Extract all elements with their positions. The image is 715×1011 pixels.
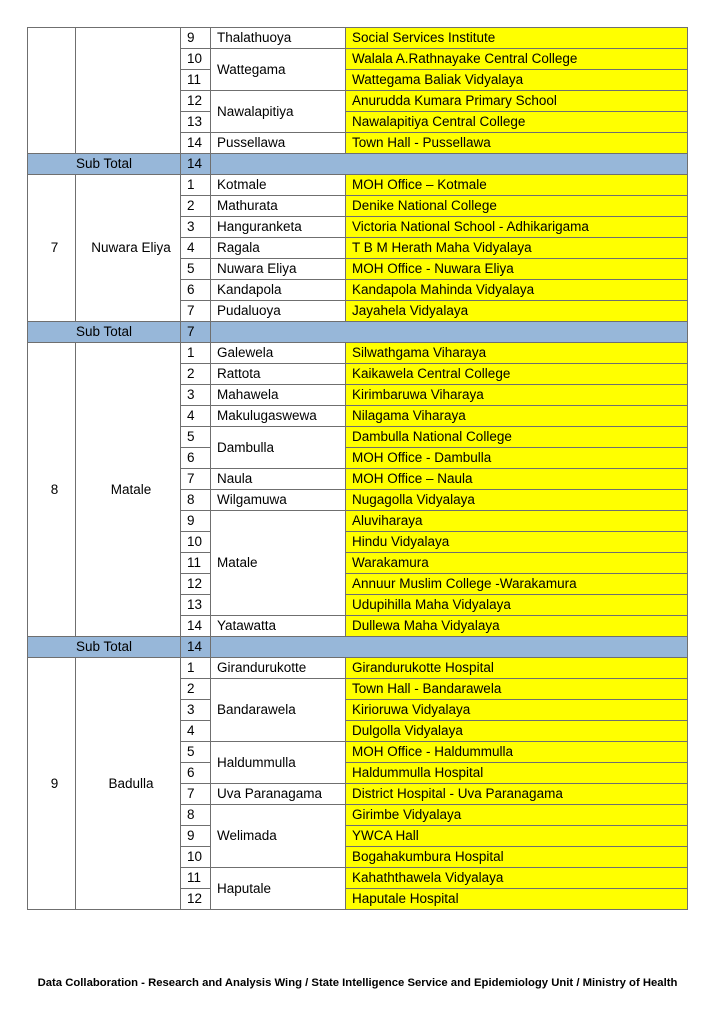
- serial-number-cell: 13: [181, 112, 211, 133]
- location-cell: Annuur Muslim College -Warakamura: [346, 574, 688, 595]
- serial-number-cell: 14: [181, 616, 211, 637]
- serial-number-cell: 1: [181, 175, 211, 196]
- table-row: [28, 658, 688, 679]
- location-cell: Town Hall - Bandarawela: [346, 679, 688, 700]
- area-cell: Pussellawa: [211, 133, 346, 154]
- area-cell: Rattota: [211, 364, 346, 385]
- table-row: [28, 28, 688, 49]
- location-cell: Dambulla National College: [346, 427, 688, 448]
- serial-number-cell: 1: [181, 658, 211, 679]
- serial-number-cell: 2: [181, 679, 211, 700]
- district-number-cell: 9: [28, 658, 76, 910]
- serial-number-cell: 6: [181, 763, 211, 784]
- location-cell: Warakamura: [346, 553, 688, 574]
- area-cell: Bandarawela: [211, 679, 346, 742]
- area-cell: Mathurata: [211, 196, 346, 217]
- serial-number-cell: 4: [181, 238, 211, 259]
- serial-number-cell: 11: [181, 70, 211, 91]
- serial-number-cell: 9: [181, 511, 211, 532]
- serial-number-cell: 7: [181, 301, 211, 322]
- serial-number-cell: 8: [181, 805, 211, 826]
- subtotal-count: 14: [181, 637, 211, 658]
- serial-number-cell: 12: [181, 574, 211, 595]
- location-cell: Girimbe Vidyalaya: [346, 805, 688, 826]
- location-cell: Denike National College: [346, 196, 688, 217]
- district-name-cell: Badulla: [76, 658, 181, 910]
- serial-number-cell: 8: [181, 490, 211, 511]
- serial-number-cell: 10: [181, 49, 211, 70]
- table-row: [28, 343, 688, 364]
- serial-number-cell: 10: [181, 847, 211, 868]
- serial-number-cell: 4: [181, 721, 211, 742]
- serial-number-cell: 7: [181, 784, 211, 805]
- serial-number-cell: 2: [181, 364, 211, 385]
- serial-number-cell: 12: [181, 889, 211, 910]
- location-cell: Kirioruwa Vidyalaya: [346, 700, 688, 721]
- location-cell: MOH Office – Kotmale: [346, 175, 688, 196]
- footer-credit: Data Collaboration - Research and Analysis Wing / State Intelligence Service and Epidemiology Unit / Ministry of Health: [37, 977, 678, 989]
- location-cell: Haldummulla Hospital: [346, 763, 688, 784]
- subtotal-blank-cell: [211, 322, 688, 343]
- serial-number-cell: 4: [181, 406, 211, 427]
- serial-number-cell: 7: [181, 469, 211, 490]
- area-cell: Naula: [211, 469, 346, 490]
- district-name-cell: Nuwara Eliya: [76, 175, 181, 322]
- location-cell: Nilagama Viharaya: [346, 406, 688, 427]
- area-cell: Ragala: [211, 238, 346, 259]
- serial-number-cell: 14: [181, 133, 211, 154]
- location-cell: Girandurukotte Hospital: [346, 658, 688, 679]
- serial-number-cell: 2: [181, 196, 211, 217]
- area-cell: Nawalapitiya: [211, 91, 346, 133]
- location-cell: Aluviharaya: [346, 511, 688, 532]
- location-cell: Kandapola Mahinda Vidyalaya: [346, 280, 688, 301]
- serial-number-cell: 9: [181, 28, 211, 49]
- location-cell: District Hospital - Uva Paranagama: [346, 784, 688, 805]
- area-cell: Galewela: [211, 343, 346, 364]
- subtotal-row: [28, 154, 688, 175]
- district-name-cell: [76, 28, 181, 154]
- location-cell: MOH Office - Nuwara Eliya: [346, 259, 688, 280]
- area-cell: Kandapola: [211, 280, 346, 301]
- location-cell: Silwathgama Viharaya: [346, 343, 688, 364]
- serial-number-cell: 3: [181, 700, 211, 721]
- location-cell: Dullewa Maha Vidyalaya: [346, 616, 688, 637]
- location-cell: MOH Office – Naula: [346, 469, 688, 490]
- area-cell: Welimada: [211, 805, 346, 868]
- locations-table: [27, 27, 688, 910]
- location-cell: Kaikawela Central College: [346, 364, 688, 385]
- area-cell: Girandurukotte: [211, 658, 346, 679]
- location-cell: Jayahela Vidyalaya: [346, 301, 688, 322]
- location-cell: YWCA Hall: [346, 826, 688, 847]
- serial-number-cell: 3: [181, 385, 211, 406]
- serial-number-cell: 6: [181, 448, 211, 469]
- district-number-cell: 7: [28, 175, 76, 322]
- location-cell: Hindu Vidyalaya: [346, 532, 688, 553]
- location-cell: Kirimbaruwa Viharaya: [346, 385, 688, 406]
- location-cell: T B M Herath Maha Vidyalaya: [346, 238, 688, 259]
- area-cell: Haldummulla: [211, 742, 346, 784]
- serial-number-cell: 6: [181, 280, 211, 301]
- location-cell: MOH Office - Haldummulla: [346, 742, 688, 763]
- subtotal-label: Sub Total: [28, 322, 181, 343]
- subtotal-count: 7: [181, 322, 211, 343]
- location-cell: Victoria National School - Adhikarigama: [346, 217, 688, 238]
- area-cell: Haputale: [211, 868, 346, 910]
- area-cell: Kotmale: [211, 175, 346, 196]
- district-number-cell: 8: [28, 343, 76, 637]
- subtotal-blank-cell: [211, 637, 688, 658]
- serial-number-cell: 5: [181, 427, 211, 448]
- area-cell: Pudaluoya: [211, 301, 346, 322]
- area-cell: Makulugaswewa: [211, 406, 346, 427]
- location-cell: Walala A.Rathnayake Central College: [346, 49, 688, 70]
- subtotal-label: Sub Total: [28, 637, 181, 658]
- district-number-cell: [28, 28, 76, 154]
- subtotal-row: [28, 322, 688, 343]
- subtotal-row: [28, 637, 688, 658]
- serial-number-cell: 1: [181, 343, 211, 364]
- location-cell: Udupihilla Maha Vidyalaya: [346, 595, 688, 616]
- location-cell: MOH Office - Dambulla: [346, 448, 688, 469]
- subtotal-count: 14: [181, 154, 211, 175]
- location-cell: Anurudda Kumara Primary School: [346, 91, 688, 112]
- area-cell: Wilgamuwa: [211, 490, 346, 511]
- location-cell: Bogahakumbura Hospital: [346, 847, 688, 868]
- area-cell: Dambulla: [211, 427, 346, 469]
- location-cell: Nugagolla Vidyalaya: [346, 490, 688, 511]
- area-cell: Yatawatta: [211, 616, 346, 637]
- area-cell: Nuwara Eliya: [211, 259, 346, 280]
- serial-number-cell: 9: [181, 826, 211, 847]
- location-cell: Town Hall - Pussellawa: [346, 133, 688, 154]
- locations-table-body: [28, 28, 688, 910]
- area-cell: Hanguranketa: [211, 217, 346, 238]
- serial-number-cell: 12: [181, 91, 211, 112]
- subtotal-blank-cell: [211, 154, 688, 175]
- district-name-cell: Matale: [76, 343, 181, 637]
- area-cell: Mahawela: [211, 385, 346, 406]
- area-cell: Wattegama: [211, 49, 346, 91]
- serial-number-cell: 11: [181, 553, 211, 574]
- serial-number-cell: 5: [181, 259, 211, 280]
- serial-number-cell: 5: [181, 742, 211, 763]
- serial-number-cell: 13: [181, 595, 211, 616]
- serial-number-cell: 3: [181, 217, 211, 238]
- location-cell: Kahaththawela Vidyalaya: [346, 868, 688, 889]
- serial-number-cell: 10: [181, 532, 211, 553]
- subtotal-label: Sub Total: [28, 154, 181, 175]
- area-cell: Thalathuoya: [211, 28, 346, 49]
- area-cell: Uva Paranagama: [211, 784, 346, 805]
- location-cell: Haputale Hospital: [346, 889, 688, 910]
- location-cell: Social Services Institute: [346, 28, 688, 49]
- table-row: [28, 175, 688, 196]
- location-cell: Wattegama Baliak Vidyalaya: [346, 70, 688, 91]
- serial-number-cell: 11: [181, 868, 211, 889]
- location-cell: Nawalapitiya Central College: [346, 112, 688, 133]
- area-cell: Matale: [211, 511, 346, 616]
- location-cell: Dulgolla Vidyalaya: [346, 721, 688, 742]
